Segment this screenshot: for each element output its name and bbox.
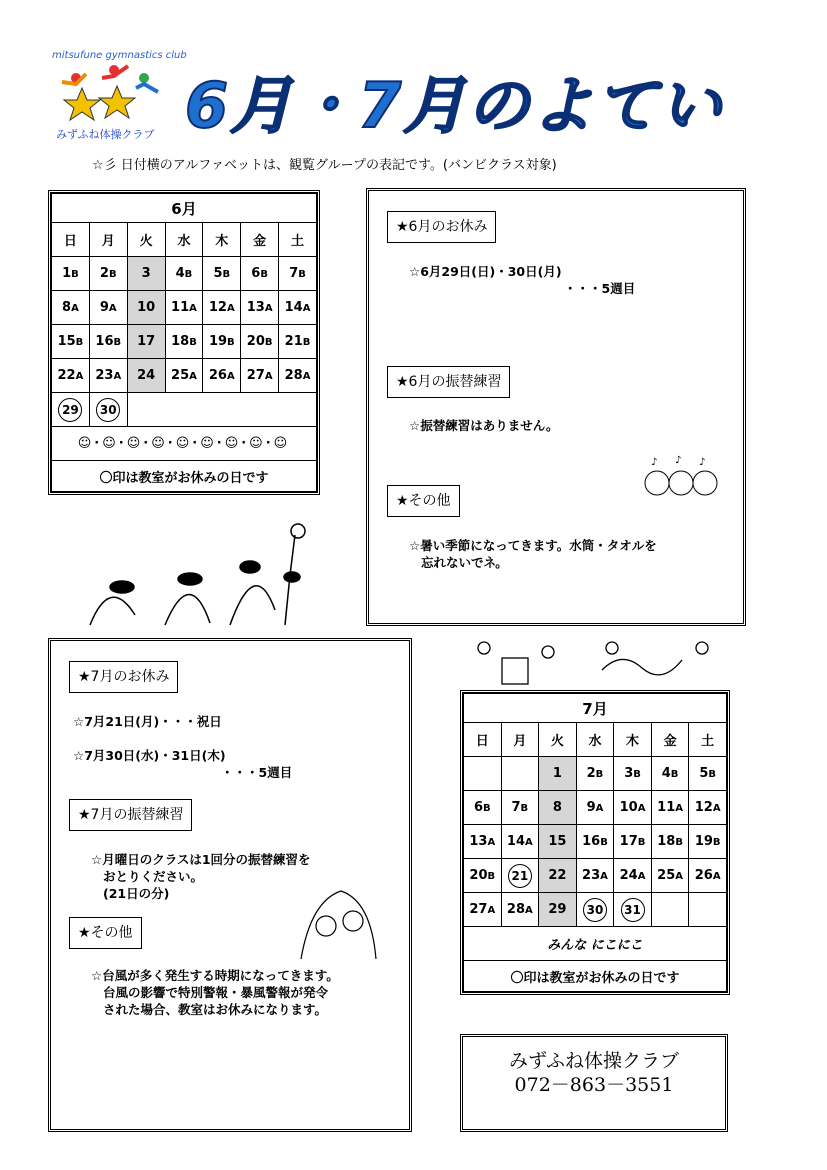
july-makeup-line2: おとりください。 [103, 869, 204, 884]
weekday-header: 土 [279, 223, 317, 257]
weekday-header: 金 [651, 723, 689, 757]
june-day-cell: 28A [279, 359, 317, 393]
june-day-cell: 14A [279, 291, 317, 325]
july-other-line2: 台風の影響で特別警報・暴風警報が発令 [103, 985, 329, 1000]
june-closed-day: 29 [52, 393, 90, 427]
kids-faces-decoration: ☺·☺·☺·☺·☺·☺·☺·☺·☺ [52, 427, 317, 461]
june-rest-line1: ☆6月29日(日)・30日(月) [409, 264, 562, 279]
june-day-cell: 18B [165, 325, 203, 359]
july-month-label: 7月 [464, 694, 727, 723]
july-other-line1: ☆台風が多く発生する時期になってきます。 [91, 968, 339, 983]
july-makeup-heading: ★7月の振替練習 [69, 799, 192, 831]
weekday-header: 火 [127, 223, 165, 257]
june-day-cell: 24 [127, 359, 165, 393]
weekday-header: 土 [689, 723, 727, 757]
june-rest-heading: ★6月のお休み [387, 211, 496, 243]
weekday-header: 月 [501, 723, 539, 757]
weekday-header: 日 [52, 223, 90, 257]
weekday-header: 木 [614, 723, 652, 757]
june-day-cell: 7B [279, 257, 317, 291]
july-calendar: 7月 日 月 火 水 木 金 土 1 2B 3B 4B 5B 6B 7B 8 9A 10A 11A 12A 13A 14A 15 16B 17B 18B 19B 20B 21 22 23A 24A 25A 26A 27A 28A 29 30 31 みんな にこにこ 〇印は教室がお休みの日です [460, 690, 730, 995]
weekday-header: 木 [203, 223, 241, 257]
july-other-heading: ★その他 [69, 917, 142, 949]
july-weekday-row [464, 723, 727, 757]
weekday-header: 金 [241, 223, 279, 257]
june-day-cell: 11A [165, 291, 203, 325]
june-other-heading: ★その他 [387, 485, 460, 517]
june-day-cell: 16B [89, 325, 127, 359]
july-info-box [48, 638, 412, 1132]
june-day-cell: 9A [89, 291, 127, 325]
weekday-header: 火 [539, 723, 577, 757]
june-day-cell: 23A [89, 359, 127, 393]
july-footer: 〇印は教室がお休みの日です [464, 961, 727, 992]
july-other-line3: された場合、教室はお休みになります。 [103, 1002, 328, 1017]
june-month-label: 6月 [52, 194, 317, 223]
weekday-header: 日 [464, 723, 502, 757]
club-name: みずふね体操クラブ [508, 1050, 680, 1072]
june-rest-line2: ・・・5週目 [564, 281, 636, 296]
kids-plants-illustration [291, 881, 381, 961]
weekday-header: 月 [89, 223, 127, 257]
june-day-cell: 1B [52, 257, 90, 291]
june-day-cell: 3 [127, 257, 165, 291]
june-day-cell: 26A [203, 359, 241, 393]
gymnastics-activity-illustration [462, 630, 722, 688]
july-rest-line1: ☆7月21日(月)・・・祝日 [73, 714, 222, 729]
june-day-cell: 25A [165, 359, 203, 393]
contact-box [460, 1034, 728, 1132]
logo-bottom-text: みずふね体操クラブ [56, 128, 155, 141]
june-day-cell: 27A [241, 359, 279, 393]
june-day-cell: 15B [52, 325, 90, 359]
july-rest-line2: ☆7月30日(水)・31日(木) [73, 748, 226, 763]
june-day-cell: 22A [52, 359, 90, 393]
note-text: ☆彡 日付横のアルファベットは、観覧グループの表記です。(バンビクラス対象) [92, 158, 557, 173]
june-day-cell: 2B [89, 257, 127, 291]
june-calendar [48, 190, 320, 495]
june-other-line1: ☆暑い季節になってきます。水筒・タオルを [409, 538, 657, 553]
frogs-illustration [641, 453, 721, 503]
phone-number: 072－863－3551 [514, 1074, 674, 1096]
weekday-header: 水 [165, 223, 203, 257]
june-makeup-heading: ★6月の振替練習 [387, 366, 510, 398]
june-weekday-row [52, 223, 317, 257]
june-day-cell: 4B [165, 257, 203, 291]
june-day-cell: 21B [279, 325, 317, 359]
june-day-cell: 5B [203, 257, 241, 291]
june-day-cell: 8A [52, 291, 90, 325]
minna-nikoniko-decoration: みんな にこにこ [464, 927, 727, 961]
july-makeup-line3: (21日の分) [103, 886, 170, 901]
june-closed-day: 30 [89, 393, 127, 427]
svg-text:♪: ♪ [675, 455, 682, 466]
june-day-cell: 12A [203, 291, 241, 325]
july-rest-heading: ★7月のお休み [69, 661, 178, 693]
june-makeup-text: ☆振替練習はありません。 [409, 418, 559, 433]
june-day-cell: 20B [241, 325, 279, 359]
gymnasts-illustration [80, 515, 330, 630]
june-day-cell: 10 [127, 291, 165, 325]
july-rest-line3: ・・・5週目 [221, 765, 293, 780]
page-title: 6月・7月のよてい [185, 69, 724, 142]
logo-top-text: mitsufune gymnastics club [52, 50, 187, 61]
weekday-header: 水 [576, 723, 614, 757]
june-day-cell: 13A [241, 291, 279, 325]
june-other-line2: 忘れないでネ。 [421, 555, 508, 570]
june-day-cell: 6B [241, 257, 279, 291]
june-day-cell: 17 [127, 325, 165, 359]
june-footer: 〇印は教室がお休みの日です [52, 461, 317, 492]
svg-text:♪: ♪ [699, 457, 706, 468]
june-info-box [366, 188, 746, 626]
june-day-cell: 19B [203, 325, 241, 359]
svg-text:♪: ♪ [651, 457, 658, 468]
july-makeup-line1: ☆月曜日のクラスは1回分の振替練習を [91, 852, 311, 867]
